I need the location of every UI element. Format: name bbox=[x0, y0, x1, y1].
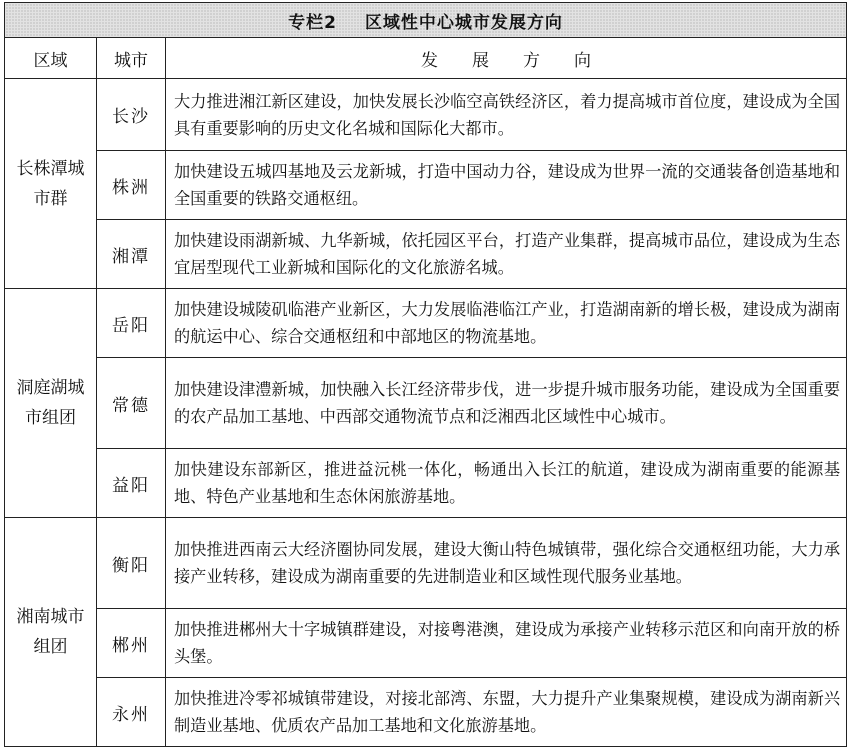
direction-cell: 加快建设东部新区，推进益沅桃一体化，畅通出入长江的航道，建设成为湖南重要的能源基地、特色产业基地和生态休闲旅游基地。 bbox=[166, 449, 847, 518]
table-row bbox=[5, 289, 847, 358]
table-row bbox=[5, 358, 847, 449]
region-cell: 洞庭湖城市组团 bbox=[5, 289, 97, 518]
city-cell: 郴州 bbox=[97, 609, 166, 678]
direction-cell: 加快建设雨湖新城、九华新城，依托园区平台，打造产业集群，提高城市品位，建设成为生态宜居型现代工业新城和国际化的文化旅游名城。 bbox=[166, 220, 847, 289]
direction-cell: 加快推进冷零祁城镇带建设，对接北部湾、东盟，大力提升产业集聚规模，建设成为湖南新兴制造业基地、优质农产品加工基地和文化旅游基地。 bbox=[166, 678, 847, 747]
table-row bbox=[5, 79, 847, 151]
direction-cell: 大力推进湘江新区建设，加快发展长沙临空高铁经济区，着力提高城市首位度，建设成为全国具有重要影响的历史文化名城和国际化大都市。 bbox=[166, 79, 847, 151]
column-title-text: 区域性中心城市发展方向 bbox=[364, 12, 563, 33]
header-row bbox=[5, 38, 847, 79]
development-table bbox=[4, 2, 847, 747]
direction-cell: 加快建设城陵矶临港产业新区，大力发展临港临江产业，打造湖南新的增长极，建设成为湖南的航运中心、综合交通枢纽和中部地区的物流基地。 bbox=[166, 289, 847, 358]
table-row bbox=[5, 220, 847, 289]
city-cell: 益阳 bbox=[97, 449, 166, 518]
column-box bbox=[4, 2, 846, 747]
column-title bbox=[5, 3, 847, 38]
table-row bbox=[5, 449, 847, 518]
direction-cell: 加快建设津澧新城，加快融入长江经济带步伐，进一步提升城市服务功能，建设成为全国重要的农产品加工基地、中西部交通物流节点和泛湘西北区域性中心城市。 bbox=[166, 358, 847, 449]
city-cell: 岳阳 bbox=[97, 289, 166, 358]
city-cell: 永州 bbox=[97, 678, 166, 747]
region-cell: 长株潭城市群 bbox=[5, 79, 97, 289]
city-cell: 长沙 bbox=[97, 79, 166, 151]
table-row bbox=[5, 609, 847, 678]
column-number: 专栏2 bbox=[288, 12, 337, 33]
city-cell: 常德 bbox=[97, 358, 166, 449]
header-direction: 发展方向 bbox=[166, 38, 847, 79]
city-cell: 株洲 bbox=[97, 151, 166, 220]
table-row bbox=[5, 518, 847, 609]
region-cell: 湘南城市组团 bbox=[5, 518, 97, 747]
city-cell: 湘潭 bbox=[97, 220, 166, 289]
city-cell: 衡阳 bbox=[97, 518, 166, 609]
header-city: 城市 bbox=[97, 38, 166, 79]
direction-cell: 加快建设五城四基地及云龙新城，打造中国动力谷，建设成为世界一流的交通装备创造基地和全国重要的铁路交通枢纽。 bbox=[166, 151, 847, 220]
direction-cell: 加快推进西南云大经济圈协同发展，建设大衡山特色城镇带，强化综合交通枢纽功能，大力承接产业转移，建设成为湖南重要的先进制造业和区域性现代服务业基地。 bbox=[166, 518, 847, 609]
direction-cell: 加快推进郴州大十字城镇群建设，对接粤港澳，建设成为承接产业转移示范区和向南开放的桥头堡。 bbox=[166, 609, 847, 678]
header-region: 区域 bbox=[5, 38, 97, 79]
table-row bbox=[5, 678, 847, 747]
table-row bbox=[5, 151, 847, 220]
